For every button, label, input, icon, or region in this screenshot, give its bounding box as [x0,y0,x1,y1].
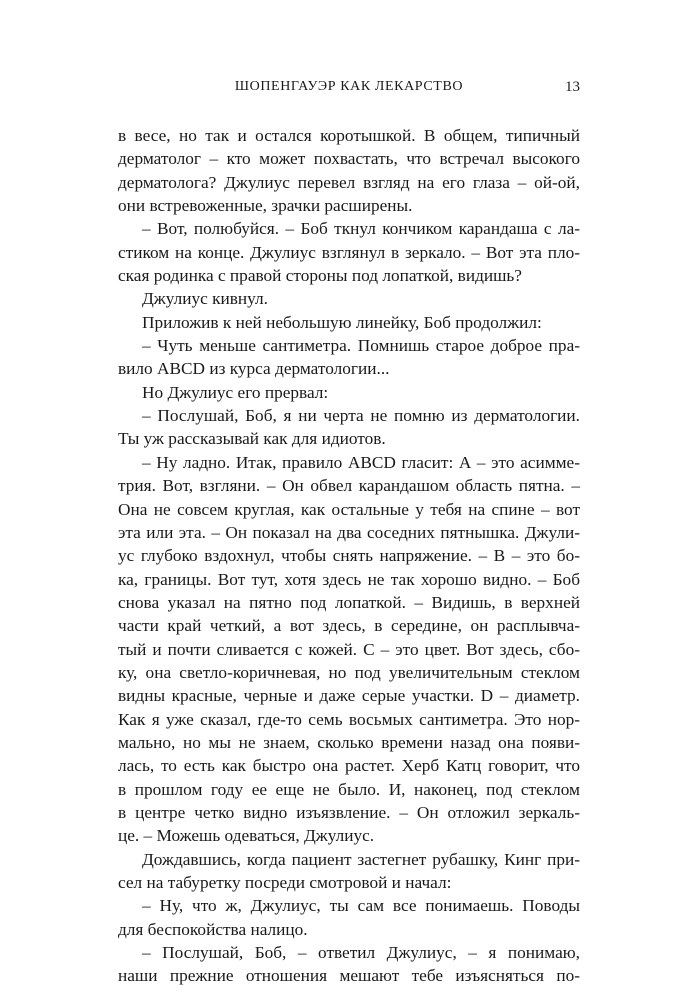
text-line: они встревоженные, зрачки расширены. [118,196,413,216]
text-line: в весе, но так и остался коротышкой. В общем, типичный [118,126,580,145]
text-line: тый и почти сливается с кожей. С – это цвет. Вот здесь, сбо- [118,639,580,659]
text-line: ка, границы. Вот тут, хотя здесь не так хорошо видно. – Боб [118,569,580,589]
text-line: дерматолога? Джулиус перевел взгляд на его глаза – ой-ой, [118,172,580,192]
text-line: Как я уже сказал, где-то семь восьмых сантиметра. Это нор- [118,709,580,729]
text-line: ку, она светло-коричневая, но под увеличительным стеклом [118,662,580,682]
text-line: вило ABCD из курса дерматологии... [118,359,390,379]
text-line: трия. Вот, взгляни. – Он обвел карандашом область пятна. – [118,476,580,496]
text-line: Она не совсем круглая, как остальные у тебя на спине – вот [118,499,580,519]
text-line: – Послушай, Боб, – ответил Джулиус, – я понимаю, [142,943,580,963]
text-line: в прошлом году ее еще не было. И, наконец, под стеклом [118,779,580,799]
text-line: – Послушай, Боб, я ни черта не помню из дерматологии. [142,406,580,426]
running-title: ШОПЕНГАУЭР КАК ЛЕКАРСТВО [234,79,464,94]
text-line: снова указал на пятно под лопаткой. – Видишь, в верхней [118,592,580,612]
text-line: мально, но мы не знаем, сколько времени назад она появи- [118,732,580,752]
text-line: Приложив к ней небольшую линейку, Боб продолжил: [142,312,542,332]
page-number: 13 [565,79,580,95]
text-line: видны красные, черные и даже серые участки. D – диаметр. [118,686,580,706]
text-line: эта или эта. – Он показал на два соседних пятнышка. Джули- [118,522,580,542]
text-line: ус глубоко вздохнул, чтобы снять напряжение. – В – это бо- [118,546,580,566]
text-line: в центре четко видно изъязвление. – Он отложил зеркаль- [118,802,580,822]
text-line: Джулиус кивнул. [142,289,268,309]
text-line: наши прежние отношения мешают тебе изъясняться по- [118,966,580,986]
text-line: дерматолог – кто может похвастать, что встречал высокого [118,149,580,169]
text-line: части край четкий, а вот здесь, в середине, он расплывча- [118,616,580,636]
text-line: – Вот, полюбуйся. – Боб ткнул кончиком карандаша с ла- [142,219,580,239]
text-line: сел на табуретку посреди смотровой и начал: [118,873,452,892]
text-line: Но Джулиус его прервал: [142,382,329,402]
text-line: – Ну ладно. Итак, правило ABCD гласит: А – это асимме- [142,452,580,472]
text-line: стиком на конце. Джулиус взглянул в зеркало. – Вот эта пло- [118,242,580,262]
body-text [118,124,580,988]
text-line: лась, то есть как быстро она растет. Херб Катц говорит, что [118,756,580,776]
text-line: Дождавшись, когда пациент застегнет рубашку, Кинг при- [142,849,580,869]
text-line: – Ну, что ж, Джулиус, ты сам все понимаешь. Поводы [142,896,580,916]
running-head [118,79,580,99]
text-line: ская родинка с правой стороны под лопаткой, видишь? [118,266,522,286]
text-line: Ты уж рассказывай как для идиотов. [118,429,386,449]
text-line: для беспокойства налицо. [118,919,308,939]
text-line: – Чуть меньше сантиметра. Помнишь старое доброе пра- [142,336,580,356]
text-line: це. – Можешь одеваться, Джулиус. [118,826,375,846]
